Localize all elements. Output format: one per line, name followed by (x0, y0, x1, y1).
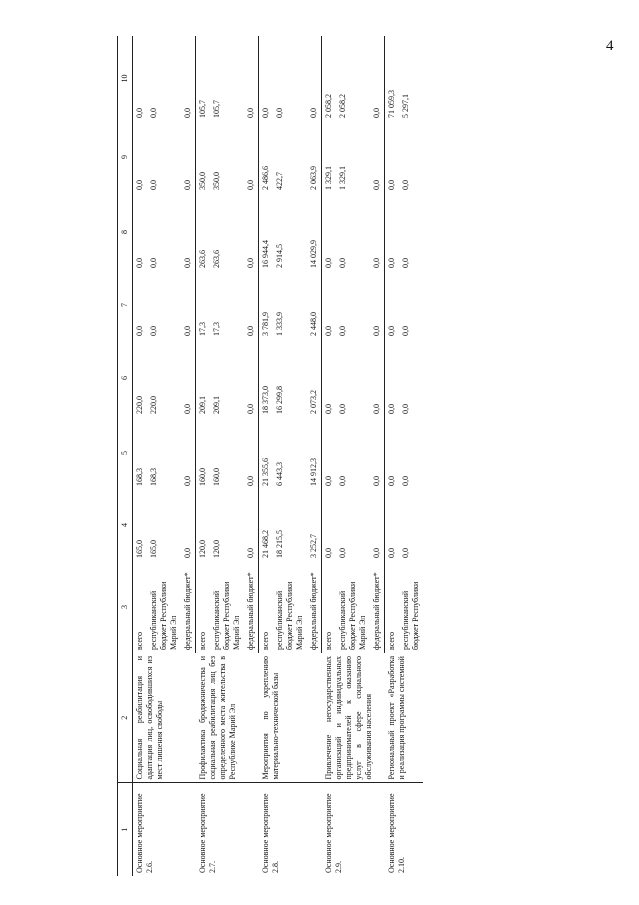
amount-cell: 14 029,9 (307, 193, 322, 271)
funding-source: федеральный бюджет* (244, 561, 259, 653)
funding-source: республиканский бюджет Республики Марий Эл (338, 581, 367, 650)
funding-source: федеральный бюджет* (370, 561, 385, 653)
amount-cell: 165,0 (135, 540, 144, 558)
amount-cell: 0,0 (338, 476, 347, 486)
amount-cell: 2 486,6 (261, 166, 270, 190)
page-number: 4 (606, 38, 614, 54)
amount-cell: 0,0 (181, 193, 196, 271)
amount-cell: 165,0 (149, 540, 158, 558)
column-header-10: 10 (118, 36, 133, 121)
amount-cell: 0,0 (135, 258, 144, 268)
amount-cell: 120,0 (212, 540, 221, 558)
amount-cell: 2 914,5 (275, 244, 284, 268)
amount-cell: 2 063,9 (307, 121, 322, 193)
table-header (118, 36, 133, 876)
amount-cell: 0,0 (401, 476, 410, 486)
amount-cell: 0,0 (181, 271, 196, 339)
column-header-2: 2 (118, 653, 133, 783)
amount-cell: 168,3 (135, 468, 144, 486)
amount-cell: 209,1 (198, 396, 207, 414)
amount-cell: 0,0 (370, 271, 385, 339)
amount-cell: 0,0 (275, 108, 284, 118)
amount-cell: 2 058,2 (338, 94, 347, 118)
amount-cell: 14 912,3 (307, 417, 322, 489)
amount-cell: 350,0 (212, 172, 221, 190)
amount-cell: 0,0 (387, 548, 396, 558)
amount-cell: 168,3 (149, 468, 158, 486)
amount-cell: 17,3 (198, 322, 207, 336)
amount-cell: 0,0 (338, 326, 347, 336)
amount-cell: 0,0 (387, 180, 396, 190)
amount-cell: 105,7 (198, 100, 207, 118)
budget-table (117, 36, 423, 876)
table-row (133, 36, 148, 876)
amount-cell: 0,0 (244, 193, 259, 271)
column-header-1: 1 (118, 783, 133, 876)
amount-cell: 0,0 (387, 404, 396, 414)
amount-cell: 0,0 (244, 489, 259, 561)
amount-cell: 2 058,2 (324, 94, 333, 118)
amount-cell: 220,0 (135, 396, 144, 414)
table-row (196, 36, 211, 876)
amount-cell: 220,0 (149, 396, 158, 414)
amount-cell: 1 329,1 (338, 166, 347, 190)
column-header-4: 4 (118, 489, 133, 561)
amount-cell: 0,0 (324, 476, 333, 486)
amount-cell: 422,7 (275, 172, 284, 190)
amount-cell: 1 333,9 (275, 312, 284, 336)
amount-cell: 0,0 (135, 326, 144, 336)
amount-cell: 0,0 (135, 108, 144, 118)
amount-cell: 71 059,3 (387, 90, 396, 118)
amount-cell: 0,0 (370, 121, 385, 193)
column-header-8: 8 (118, 193, 133, 271)
amount-cell: 160,0 (198, 468, 207, 486)
amount-cell: 0,0 (324, 548, 333, 558)
amount-cell: 16 299,8 (275, 386, 284, 414)
amount-cell: 0,0 (149, 180, 158, 190)
amount-cell: 0,0 (401, 404, 410, 414)
funding-source: республиканский бюджет Республики (401, 581, 420, 650)
amount-cell: 0,0 (181, 36, 196, 121)
amount-cell: 18 373,0 (261, 386, 270, 414)
amount-cell: 0,0 (135, 180, 144, 190)
amount-cell: 0,0 (387, 326, 396, 336)
amount-cell: 0,0 (307, 36, 322, 121)
amount-cell: 350,0 (198, 172, 207, 190)
amount-cell: 0,0 (324, 404, 333, 414)
amount-cell: 0,0 (370, 36, 385, 121)
amount-cell: 21 468,2 (261, 530, 270, 558)
column-header-6: 6 (118, 339, 133, 417)
amount-cell: 0,0 (370, 417, 385, 489)
table-row (259, 36, 274, 876)
amount-cell: 21 355,6 (261, 458, 270, 486)
amount-cell: 0,0 (244, 339, 259, 417)
measure-title: Региональный проект «Разработка и реализация программы системной (385, 653, 424, 783)
amount-cell: 3 781,9 (261, 312, 270, 336)
amount-cell: 263,6 (198, 250, 207, 268)
funding-source: всего (324, 631, 333, 650)
amount-cell: 0,0 (149, 258, 158, 268)
amount-cell: 0,0 (387, 476, 396, 486)
table-row (385, 36, 400, 876)
funding-source: всего (261, 631, 270, 650)
amount-cell: 0,0 (149, 108, 158, 118)
funding-source: республиканский бюджет Республики Марий Эл (275, 581, 304, 650)
amount-cell: 2 448,0 (307, 271, 322, 339)
amount-cell: 3 252,7 (307, 489, 322, 561)
amount-cell: 1 329,1 (324, 166, 333, 190)
amount-cell: 209,1 (212, 396, 221, 414)
amount-cell: 17,3 (212, 322, 221, 336)
amount-cell: 0,0 (324, 326, 333, 336)
measure-title: Привлечение негосударственных организаций и индивидуальных предпринимателей к оказанию услуг в сфере социального обслуживания населения (322, 653, 385, 783)
funding-source: республиканский бюджет Республики Марий Эл (149, 581, 178, 650)
funding-source: всего (198, 631, 207, 650)
amount-cell: 0,0 (401, 258, 410, 268)
amount-cell: 0,0 (244, 417, 259, 489)
amount-cell: 2 073,2 (307, 339, 322, 417)
measure-title: Профилактика бродяжничества и социальная реабилитация лиц без определенного места жительства в Республике Марий Эл (196, 653, 259, 783)
amount-cell: 263,6 (212, 250, 221, 268)
amount-cell: 0,0 (181, 121, 196, 193)
measure-code: Основное мероприятие 2.10. (386, 793, 406, 873)
amount-cell: 0,0 (181, 489, 196, 561)
amount-cell: 0,0 (261, 108, 270, 118)
funding-source: республиканский бюджет Республики Марий Эл (212, 581, 241, 650)
measure-code: Основное мероприятие 2.6. (135, 793, 154, 873)
amount-cell: 0,0 (338, 258, 347, 268)
amount-cell: 0,0 (149, 326, 158, 336)
amount-cell: 0,0 (181, 339, 196, 417)
funding-source: федеральный бюджет* (181, 561, 196, 653)
table-body (133, 36, 424, 876)
table-row (322, 36, 337, 876)
amount-cell: 18 215,5 (275, 530, 284, 558)
column-header-5: 5 (118, 417, 133, 489)
amount-cell: 0,0 (324, 258, 333, 268)
amount-cell: 0,0 (370, 489, 385, 561)
funding-source: всего (387, 631, 396, 650)
amount-cell: 0,0 (387, 258, 396, 268)
amount-cell: 6 443,3 (275, 462, 284, 486)
amount-cell: 0,0 (401, 180, 410, 190)
measure-code: Основное мероприятие 2.9. (323, 793, 343, 873)
amount-cell: 0,0 (338, 548, 347, 558)
funding-source: федеральный бюджет* (307, 561, 322, 653)
measure-code: Основное мероприятие 2.8. (260, 793, 280, 873)
amount-cell: 0,0 (338, 404, 347, 414)
amount-cell: 0,0 (370, 339, 385, 417)
amount-cell: 0,0 (244, 271, 259, 339)
amount-cell: 0,0 (401, 326, 410, 336)
budget-table-rotated (117, 36, 581, 876)
amount-cell: 16 944,4 (261, 240, 270, 268)
amount-cell: 160,0 (212, 468, 221, 486)
amount-cell: 5 297,1 (401, 94, 410, 118)
funding-source: всего (135, 631, 144, 650)
amount-cell: 105,7 (212, 100, 221, 118)
column-header-3: 3 (118, 561, 133, 653)
amount-cell: 0,0 (244, 36, 259, 121)
column-header-7: 7 (118, 271, 133, 339)
amount-cell: 0,0 (370, 193, 385, 271)
measure-title: Мероприятия по укреплению материально-технической базы (259, 653, 322, 783)
measure-title: Социальная реабилитация и адаптация лиц, освободившихся из мест лишения свободы (133, 653, 196, 783)
amount-cell: 0,0 (244, 121, 259, 193)
amount-cell: 120,0 (198, 540, 207, 558)
amount-cell: 0,0 (401, 548, 410, 558)
amount-cell: 0,0 (181, 417, 196, 489)
measure-code: Основное мероприятие 2.7. (197, 793, 217, 873)
column-header-9: 9 (118, 121, 133, 193)
